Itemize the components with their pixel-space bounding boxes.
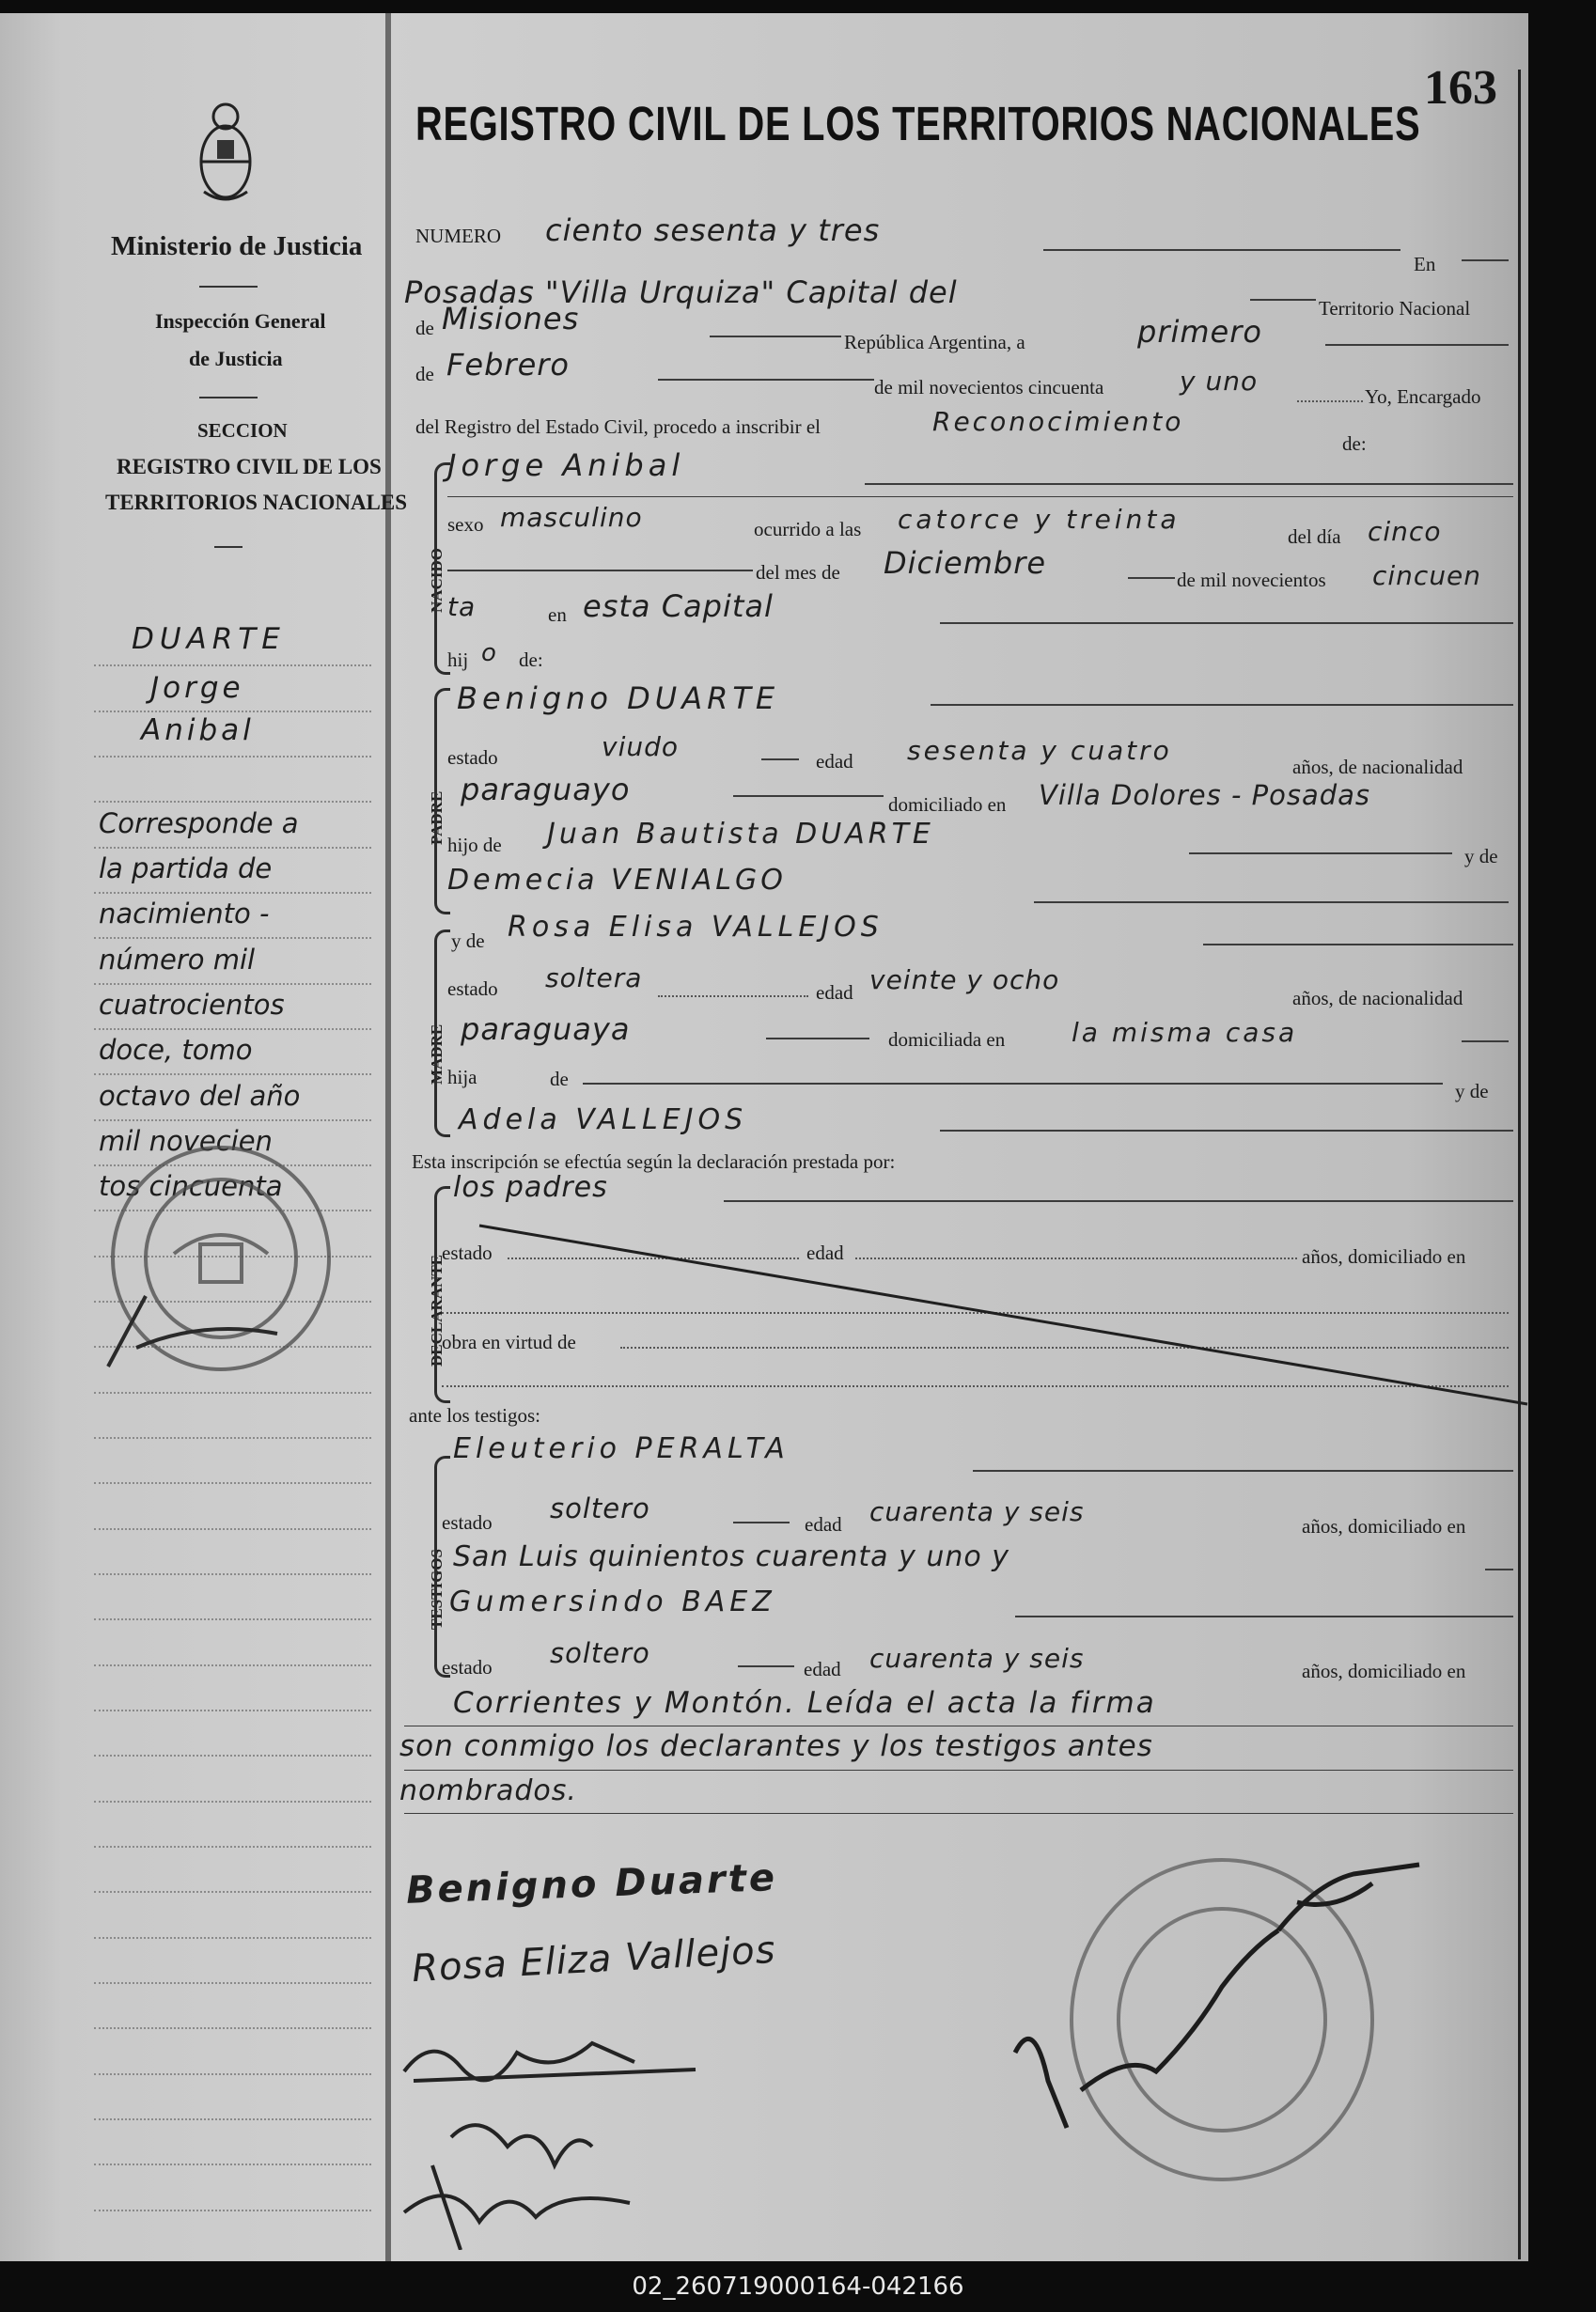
dia-value: cinco bbox=[1368, 516, 1442, 547]
witness-2-name: Gumersindo BAEZ bbox=[449, 1586, 776, 1618]
inspection-line-2: de Justicia bbox=[189, 347, 283, 370]
margin-first-name: Jorge bbox=[150, 671, 244, 705]
margin-line bbox=[94, 756, 371, 758]
fill-line bbox=[447, 570, 753, 571]
anios-domiciliado-label: años, domiciliado en bbox=[1302, 1515, 1466, 1538]
father-edad: sesenta y cuatro bbox=[907, 735, 1172, 766]
register-title: REGISTRO CIVIL DE LOS TERRITORIOS NACIONALES bbox=[415, 97, 1421, 150]
sexo-value: masculino bbox=[500, 502, 643, 533]
edad-label: edad bbox=[816, 981, 853, 1004]
section-brace bbox=[434, 1456, 450, 1678]
fill-line bbox=[1485, 1569, 1513, 1570]
numero-label: NUMERO bbox=[415, 225, 502, 247]
month-value: Febrero bbox=[446, 347, 570, 383]
fill-line bbox=[733, 795, 884, 797]
fill-line bbox=[1189, 852, 1452, 854]
edad-label: edad bbox=[804, 1658, 841, 1680]
fill-line bbox=[940, 1130, 1513, 1132]
hour-value: catorce y treinta bbox=[898, 504, 1181, 535]
fill-line bbox=[865, 483, 1513, 485]
fill-line bbox=[1034, 901, 1509, 903]
witness-1-estado: soltero bbox=[550, 1492, 650, 1524]
binding-fold bbox=[385, 13, 391, 2261]
estado-label: estado bbox=[442, 1242, 493, 1264]
father-estado: viudo bbox=[602, 731, 679, 762]
day-value: primero bbox=[1137, 314, 1262, 350]
divider bbox=[214, 546, 243, 548]
divider bbox=[199, 397, 258, 398]
fill-line bbox=[447, 496, 1513, 497]
fill-line bbox=[940, 622, 1513, 624]
margin-line bbox=[94, 1710, 371, 1711]
margin-line bbox=[94, 892, 371, 894]
margin-line bbox=[94, 1437, 371, 1439]
estado-label: estado bbox=[442, 1656, 493, 1679]
margin-line bbox=[94, 1801, 371, 1803]
margin-note-line: número mil bbox=[99, 944, 256, 976]
right-margin-line bbox=[1518, 70, 1521, 2259]
padre-section-label: PADRE bbox=[428, 790, 446, 845]
estado-label: estado bbox=[442, 1511, 493, 1534]
mil-novecientos-label: de mil novecientos bbox=[1177, 569, 1326, 591]
fill-line bbox=[1250, 299, 1316, 301]
closing-line-2: son conmigo los declarantes y los testigos antes bbox=[399, 1729, 1153, 1763]
section-heading: SECCION bbox=[197, 419, 288, 442]
divider bbox=[199, 286, 258, 288]
margin-line bbox=[94, 847, 371, 849]
ministry-heading: Ministerio de Justicia bbox=[111, 231, 363, 261]
margin-line bbox=[94, 711, 371, 712]
mother-y-de-label: y de bbox=[451, 929, 485, 952]
section-line-2: REGISTRO CIVIL DE LOS bbox=[117, 455, 382, 478]
margin-line bbox=[94, 1028, 371, 1030]
place-value: Posadas "Villa Urquiza" Capital del bbox=[404, 274, 958, 310]
hijo-value: o bbox=[481, 639, 497, 667]
page-number: 163 bbox=[1424, 61, 1497, 115]
margin-line bbox=[94, 1982, 371, 1984]
image-reference-code: 02_260719000164-042166 bbox=[632, 2273, 964, 2301]
margin-line bbox=[94, 1891, 371, 1893]
fill-line bbox=[1325, 344, 1509, 346]
registro-label: del Registro del Estado Civil, procedo a inscribir el bbox=[415, 415, 821, 438]
anios-domiciliado-label: años, domiciliado en bbox=[1302, 1245, 1466, 1268]
act-value: Reconocimiento bbox=[932, 406, 1184, 437]
year-label: de mil novecientos cincuenta bbox=[874, 376, 1104, 398]
father-nationality: paraguayo bbox=[461, 772, 631, 807]
margin-second-name: Anibal bbox=[141, 713, 255, 747]
child-name: Jorge Anibal bbox=[447, 447, 685, 483]
anios-nacionalidad-label: años, de nacionalidad bbox=[1292, 987, 1463, 1009]
signature-mother: Rosa Eliza Vallejos bbox=[411, 1928, 777, 1992]
witness-signatures bbox=[395, 2024, 714, 2250]
margin-note-line: tos cincuenta bbox=[99, 1170, 283, 1202]
witness-1-name: Eleuterio PERALTA bbox=[453, 1432, 790, 1465]
hija-label: hija bbox=[447, 1066, 477, 1088]
margin-line bbox=[94, 983, 371, 985]
witness-1-domicile: San Luis quinientos cuarenta y uno y bbox=[453, 1540, 1010, 1573]
margin-line bbox=[94, 801, 371, 803]
margin-line bbox=[94, 2118, 371, 2120]
margin-line bbox=[94, 1846, 371, 1848]
de-colon-label: de: bbox=[1342, 432, 1367, 455]
section-brace bbox=[434, 929, 450, 1137]
margin-line bbox=[94, 1755, 371, 1757]
fill-line bbox=[710, 336, 841, 337]
fill-line bbox=[1128, 577, 1175, 579]
edad-label: edad bbox=[805, 1513, 842, 1536]
closing-line-1: Corrientes y Montón. Leída el acta la firma bbox=[453, 1686, 1156, 1720]
margin-line bbox=[94, 1618, 371, 1620]
margin-note-line: doce, tomo bbox=[99, 1034, 253, 1066]
fill-line bbox=[931, 704, 1513, 706]
register-page bbox=[0, 13, 1528, 2261]
madre-section-label: MADRE bbox=[428, 1023, 446, 1085]
domiciliada-label: domiciliada en bbox=[888, 1028, 1006, 1051]
declarante-value: los padres bbox=[453, 1171, 608, 1204]
signature-father: Benigno Duarte bbox=[405, 1856, 778, 1913]
witness-2-edad: cuarenta y seis bbox=[869, 1643, 1085, 1674]
margin-line bbox=[94, 1937, 371, 1939]
mother-estado: soltera bbox=[545, 962, 643, 993]
birth-year-value: cincuen bbox=[1372, 560, 1482, 591]
mother-name: Rosa Elisa VALLEJOS bbox=[508, 911, 884, 944]
witness-2-estado: soltero bbox=[550, 1637, 650, 1669]
de-label: de bbox=[415, 317, 434, 339]
margin-line bbox=[94, 1392, 371, 1394]
mes-value: Diciembre bbox=[884, 545, 1047, 581]
anios-nacionalidad-label: años, de nacionalidad bbox=[1292, 756, 1463, 778]
birth-place: esta Capital bbox=[583, 588, 774, 624]
edad-label: edad bbox=[816, 750, 853, 773]
fill-line bbox=[404, 1813, 1513, 1814]
fill-line bbox=[1015, 1616, 1513, 1617]
coat-of-arms-emblem bbox=[193, 88, 258, 211]
margin-note-line: la partida de bbox=[99, 852, 273, 884]
de-label: de bbox=[415, 363, 434, 385]
mother-edad: veinte y ocho bbox=[869, 964, 1060, 995]
margin-line bbox=[94, 937, 371, 939]
margin-line bbox=[94, 2073, 371, 2075]
closing-line-3: nombrados. bbox=[399, 1774, 577, 1807]
fill-line bbox=[738, 1665, 794, 1667]
year-value: y uno bbox=[1180, 366, 1259, 397]
margin-line bbox=[94, 1573, 371, 1575]
father-domicile: Villa Dolores - Posadas bbox=[1039, 779, 1371, 811]
y-de-label: y de bbox=[1464, 845, 1498, 867]
declarante-section-label: DECLARANTE bbox=[428, 1254, 446, 1367]
yo-label: Yo, Encargado bbox=[1365, 385, 1481, 408]
y-de-label: y de bbox=[1455, 1080, 1489, 1102]
del-dia-label: del día bbox=[1288, 525, 1341, 548]
fill-line bbox=[658, 379, 874, 381]
margin-note-line: cuatrocientos bbox=[99, 989, 285, 1021]
testigos-section-label: TESTIGOS bbox=[428, 1549, 446, 1630]
margin-line bbox=[94, 1482, 371, 1484]
fill-line bbox=[973, 1470, 1513, 1472]
hijo-de-label: de: bbox=[519, 648, 543, 671]
fill-line bbox=[1462, 259, 1509, 261]
margin-line bbox=[94, 1119, 371, 1121]
margin-line bbox=[94, 664, 371, 666]
father-name: Benigno DUARTE bbox=[457, 680, 780, 716]
nacido-section-label: NACIDO bbox=[428, 548, 446, 613]
hija-de-label: de bbox=[550, 1068, 569, 1090]
fill-line bbox=[766, 1038, 869, 1039]
margin-note-line: Corresponde a bbox=[99, 807, 299, 839]
margin-line bbox=[94, 1528, 371, 1530]
en-label: en bbox=[548, 603, 567, 626]
paternal-grandmother: Demecia VENIALGO bbox=[447, 864, 787, 897]
fill-dots bbox=[1297, 400, 1363, 402]
fill-line bbox=[733, 1522, 790, 1523]
testigos-intro: ante los testigos: bbox=[409, 1404, 540, 1427]
sexo-label: sexo bbox=[447, 513, 484, 536]
inscripcion-statement: Esta inscripción se efectúa según la declaración prestada por: bbox=[412, 1150, 896, 1173]
estado-label: estado bbox=[447, 746, 498, 769]
edad-label: edad bbox=[806, 1242, 844, 1264]
paternal-grandfather: Juan Bautista DUARTE bbox=[547, 818, 934, 851]
registry-seal-stamp bbox=[89, 1132, 343, 1385]
section-line-3: TERRITORIOS NACIONALES bbox=[105, 491, 408, 514]
inspection-line-1: Inspección General bbox=[155, 309, 326, 333]
fill-line bbox=[404, 1770, 1513, 1771]
margin-surname: DUARTE bbox=[132, 622, 286, 656]
numero-value: ciento sesenta y tres bbox=[545, 212, 881, 248]
birth-year-value-cont: ta bbox=[447, 591, 477, 622]
fill-line bbox=[583, 1083, 1443, 1085]
ocurrido-label: ocurrido a las bbox=[754, 518, 862, 540]
margin-note-line: mil novecien bbox=[99, 1125, 273, 1157]
fill-line bbox=[1043, 249, 1400, 251]
mother-domicile: la misma casa bbox=[1072, 1017, 1298, 1048]
republica-label: República Argentina, a bbox=[844, 331, 1025, 353]
margin-line bbox=[94, 1664, 371, 1666]
section-brace bbox=[434, 462, 450, 675]
fill-line bbox=[1203, 944, 1513, 945]
witness-1-edad: cuarenta y seis bbox=[869, 1496, 1085, 1527]
fill-line bbox=[724, 1200, 1513, 1202]
margin-line bbox=[94, 2027, 371, 2029]
margin-note-line: octavo del año bbox=[99, 1080, 301, 1112]
obra-label: obra en virtud de bbox=[442, 1331, 576, 1353]
fill-line bbox=[1462, 1040, 1509, 1042]
fill-line bbox=[761, 758, 799, 760]
territorio-label: Territorio Nacional bbox=[1319, 297, 1471, 320]
estado-label: estado bbox=[447, 977, 498, 1000]
margin-line bbox=[94, 2210, 371, 2211]
anios-domiciliado-label: años, domiciliado en bbox=[1302, 1660, 1466, 1682]
territory-value: Misiones bbox=[442, 301, 580, 336]
en-label: En bbox=[1414, 253, 1436, 275]
margin-line bbox=[94, 1073, 371, 1075]
hijo-label: hij bbox=[447, 648, 469, 671]
margin-note-line: nacimiento - bbox=[99, 898, 270, 929]
margin-line bbox=[94, 2164, 371, 2165]
mother-nationality: paraguaya bbox=[461, 1011, 631, 1047]
hijo-de-label: hijo de bbox=[447, 834, 502, 856]
strike-through-line bbox=[442, 1216, 1532, 1414]
fill-dots bbox=[658, 995, 808, 997]
maternal-grandmother: Adela VALLEJOS bbox=[459, 1103, 748, 1136]
del-mes-label: del mes de bbox=[756, 561, 840, 584]
domiciliado-label: domiciliado en bbox=[888, 793, 1007, 816]
